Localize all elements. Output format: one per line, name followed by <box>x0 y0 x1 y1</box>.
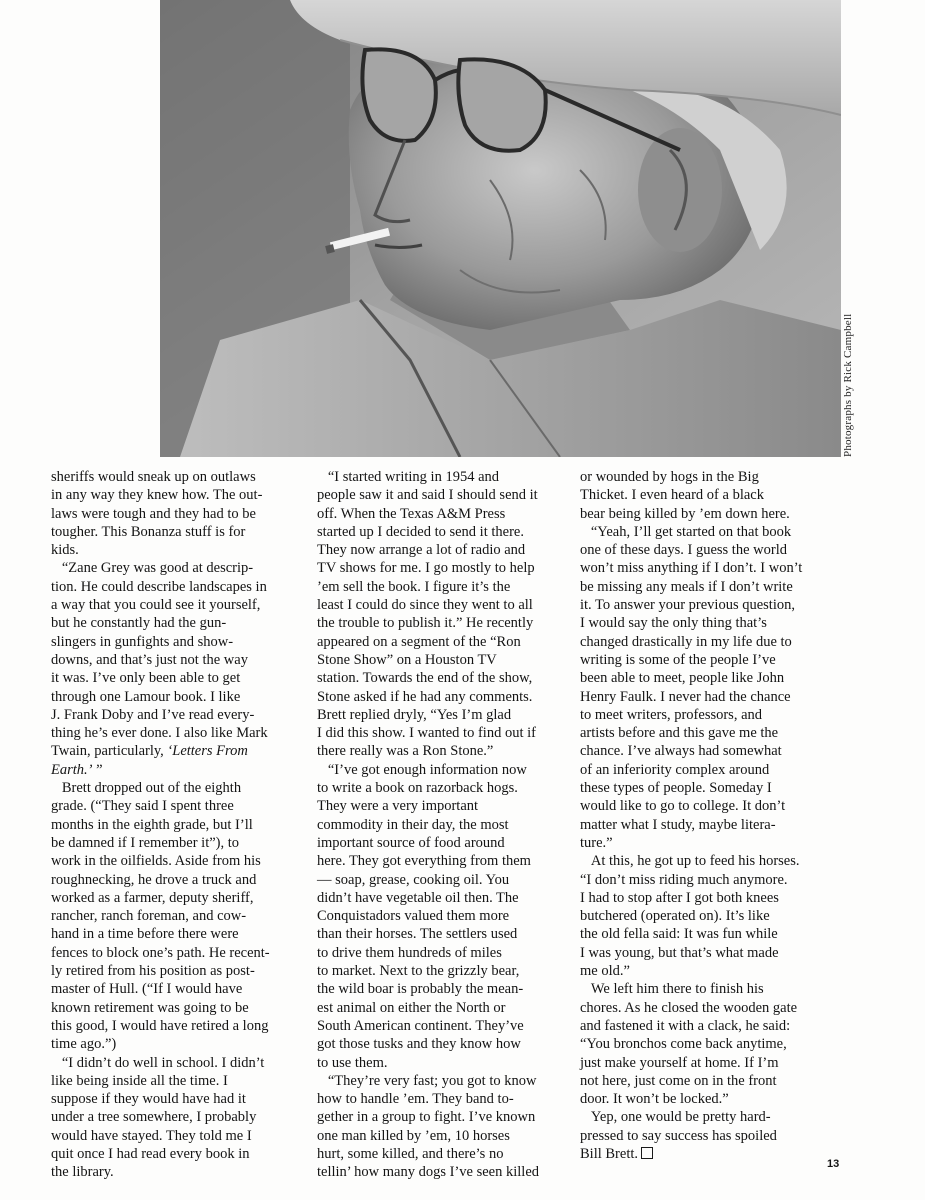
text-line: Yep, one would be pretty hard- <box>580 1109 771 1126</box>
text-line: in any way they knew how. The out- <box>51 487 263 504</box>
text-line: J. Frank Doby and I’ve read every- <box>51 706 255 723</box>
text-line: Earth.’ ” <box>51 761 103 778</box>
text-line: tougher. This Bonanza stuff is for <box>51 523 246 540</box>
text-line: the trouble to publish it.” He recently <box>317 615 534 632</box>
text-line: one of these days. I guess the world <box>580 542 787 559</box>
text-line: downs, and that’s just not the way <box>51 651 248 668</box>
text-line: known retirement was going to be <box>51 999 249 1016</box>
text-line: be missing any meals if I don’t write <box>580 578 793 595</box>
text-line: Thicket. I even heard of a black <box>580 487 764 504</box>
text-line: like being inside all the time. I <box>51 1072 228 1089</box>
text-line: here. They got everything from them <box>317 853 531 870</box>
text-line: there really was a Ron Stone.” <box>317 743 494 760</box>
text-line: to use them. <box>317 1054 388 1071</box>
text-line: didn’t have vegetable oil then. The <box>317 889 519 906</box>
text-line: me old.” <box>580 963 630 980</box>
text-line: rancher, ranch foreman, and cow- <box>51 908 247 925</box>
text-line: They were a very important <box>317 798 479 815</box>
text-line: Twain, particularly, ‘Letters From <box>51 743 248 760</box>
text-line: ly retired from his position as post- <box>51 963 255 980</box>
text-line: Stone asked if he had any comments. <box>317 688 533 705</box>
text-line: suppose if they would have had it <box>51 1091 246 1108</box>
text-line: ture.” <box>580 834 613 851</box>
text-line: matter what I study, maybe litera- <box>580 816 776 833</box>
text-line: not here, just come on in the front <box>580 1072 777 1089</box>
text-line: “I started writing in 1954 and <box>317 469 500 485</box>
text-line: “Yeah, I’ll get started on that book <box>580 523 792 540</box>
article-column-1 <box>51 468 303 1182</box>
text-line: it. To answer your previous question, <box>580 597 795 614</box>
text-line: butchered (operated on). It’s like <box>580 908 770 925</box>
text-line: how to handle ’em. They band to- <box>317 1091 514 1108</box>
portrait-photo <box>160 0 841 457</box>
text-line: tion. He could describe landscapes in <box>51 578 267 595</box>
text-line: to market. Next to the grizzly bear, <box>317 963 520 980</box>
text-line: chance. I’ve always had somewhat <box>580 743 782 760</box>
text-line: would have stayed. They told me I <box>51 1127 252 1144</box>
text-line: got those tusks and they know how <box>317 1036 521 1053</box>
text-line: months in the eighth grade, but I’ll <box>51 816 253 833</box>
portrait-illustration <box>160 0 841 457</box>
text-line: South American continent. They’ve <box>317 1017 524 1034</box>
text-line: work in the oilfields. Aside from his <box>51 853 261 870</box>
text-line: artists before and this gave me the <box>580 725 779 742</box>
photo-credit: Photographs by Rick Campbell <box>842 313 854 457</box>
text-line: I would say the only thing that’s <box>580 615 767 632</box>
text-line: I did this show. I wanted to find out if <box>317 725 536 742</box>
text-line: to drive them hundreds of miles <box>317 944 502 961</box>
text-line: through one Lamour book. I like <box>51 688 241 705</box>
text-line: bear being killed by ’em down here. <box>580 505 790 522</box>
text-line: “Zane Grey was good at descrip- <box>51 560 254 577</box>
text-line: master of Hull. (“If I would have <box>51 981 243 998</box>
text-line: commodity in their day, the most <box>317 816 509 833</box>
text-line: “They’re very fast; you got to know <box>317 1072 537 1089</box>
text-line: Stone Show” on a Houston TV <box>317 651 497 668</box>
text-line: — soap, grease, cooking oil. You <box>317 871 510 888</box>
text-line: the wild boar is probably the mean- <box>317 981 524 998</box>
text-line: hurt, some killed, and there’s no <box>317 1145 504 1162</box>
text-line: quit once I had read every book in <box>51 1145 250 1162</box>
text-line: off. When the Texas A&M Press <box>317 505 506 522</box>
text-line: been able to meet, people like John <box>580 670 785 687</box>
text-line: or wounded by hogs in the Big <box>580 469 759 485</box>
text-line: of an inferiority complex around <box>580 761 770 778</box>
text-line: gether in a group to fight. I’ve known <box>317 1109 536 1126</box>
text-line: sheriffs would sneak up on outlaws <box>51 469 256 485</box>
text-line: At this, he got up to feed his horses. <box>580 853 800 870</box>
text-line: writing is some of the people I’ve <box>580 651 776 668</box>
text-line: one man killed by ’em, 10 horses <box>317 1127 510 1144</box>
text-line: door. It won’t be locked.” <box>580 1091 729 1108</box>
text-line: I had to stop after I got both knees <box>580 889 779 906</box>
text-line: just make yourself at home. If I’m <box>580 1054 779 1071</box>
text-line: this good, I would have retired a long <box>51 1017 269 1034</box>
text-line: “You bronchos come back anytime, <box>580 1036 787 1053</box>
text-line: Conquistadors valued them more <box>317 908 510 925</box>
text-line: under a tree somewhere, I probably <box>51 1109 257 1126</box>
text-line: slingers in gunfights and show- <box>51 633 234 650</box>
text-line: the library. <box>51 1164 114 1181</box>
text-line: TV shows for me. I go mostly to help <box>317 560 535 577</box>
text-line: hand in a time before there were <box>51 926 239 943</box>
text-line: to write a book on razorback hogs. <box>317 780 518 797</box>
text-line: to meet writers, professors, and <box>580 706 763 723</box>
text-line: would like to go to college. It don’t <box>580 798 786 815</box>
text-line: but he constantly had the gun- <box>51 615 227 632</box>
text-line: ’em sell the book. I figure it’s the <box>317 578 511 595</box>
text-line: important source of food around <box>317 834 505 851</box>
article-column-2 <box>317 468 571 1182</box>
text-line: Bill Brett. <box>580 1145 836 1163</box>
text-line: Brett dropped out of the eighth <box>51 780 242 797</box>
text-line: “I’ve got enough information now <box>317 761 527 778</box>
text-line: won’t miss anything if I don’t. I won’t <box>580 560 803 577</box>
text-line: roughnecking, he drove a truck and <box>51 871 257 888</box>
text-line: fences to block one’s path. He recent- <box>51 944 270 961</box>
text-line: grade. (“They said I spent three <box>51 798 234 815</box>
text-line: Brett replied dryly, “Yes I’m glad <box>317 706 512 723</box>
text-line: a way that you could see it yourself, <box>51 597 261 614</box>
text-line: started up I decided to send it there. <box>317 523 524 540</box>
text-line: appeared on a segment of the “Ron <box>317 633 521 650</box>
text-line: I was young, but that’s what made <box>580 944 779 961</box>
text-line: pressed to say success has spoiled <box>580 1127 777 1144</box>
text-line: people saw it and said I should send it <box>317 487 538 504</box>
text-line: be damned if I remember it”), to <box>51 834 240 851</box>
text-line: laws were tough and they had to be <box>51 505 256 522</box>
text-line: We left him there to finish his <box>580 981 764 998</box>
text-line: kids. <box>51 542 79 559</box>
text-line: tellin’ how many dogs I’ve seen killed <box>317 1164 540 1181</box>
text-line: est animal on either the North or <box>317 999 506 1016</box>
text-line: “I don’t miss riding much anymore. <box>580 871 788 888</box>
text-line: They now arrange a lot of radio and <box>317 542 526 559</box>
text-line: it was. I’ve only been able to get <box>51 670 241 687</box>
text-line: the old fella said: It was fun while <box>580 926 778 943</box>
text-line: station. Towards the end of the show, <box>317 670 533 687</box>
text-line: time ago.”) <box>51 1036 117 1053</box>
article-column-3 <box>580 468 836 1163</box>
text-line: Henry Faulk. I never had the chance <box>580 688 791 705</box>
page-number: 13 <box>827 1158 840 1170</box>
text-line: worked as a farmer, deputy sheriff, <box>51 889 254 906</box>
text-line: changed drastically in my life due to <box>580 633 792 650</box>
text-line: least I could do since they went to all <box>317 597 533 614</box>
text-line: and fastened it with a clack, he said: <box>580 1017 791 1034</box>
text-line: “I didn’t do well in school. I didn’t <box>51 1054 265 1071</box>
end-of-article-icon <box>641 1147 653 1159</box>
text-line: chores. As he closed the wooden gate <box>580 999 798 1016</box>
text-line: than their horses. The settlers used <box>317 926 518 943</box>
text-line: these types of people. Someday I <box>580 780 772 797</box>
text-line: thing he’s ever done. I also like Mark <box>51 725 268 742</box>
